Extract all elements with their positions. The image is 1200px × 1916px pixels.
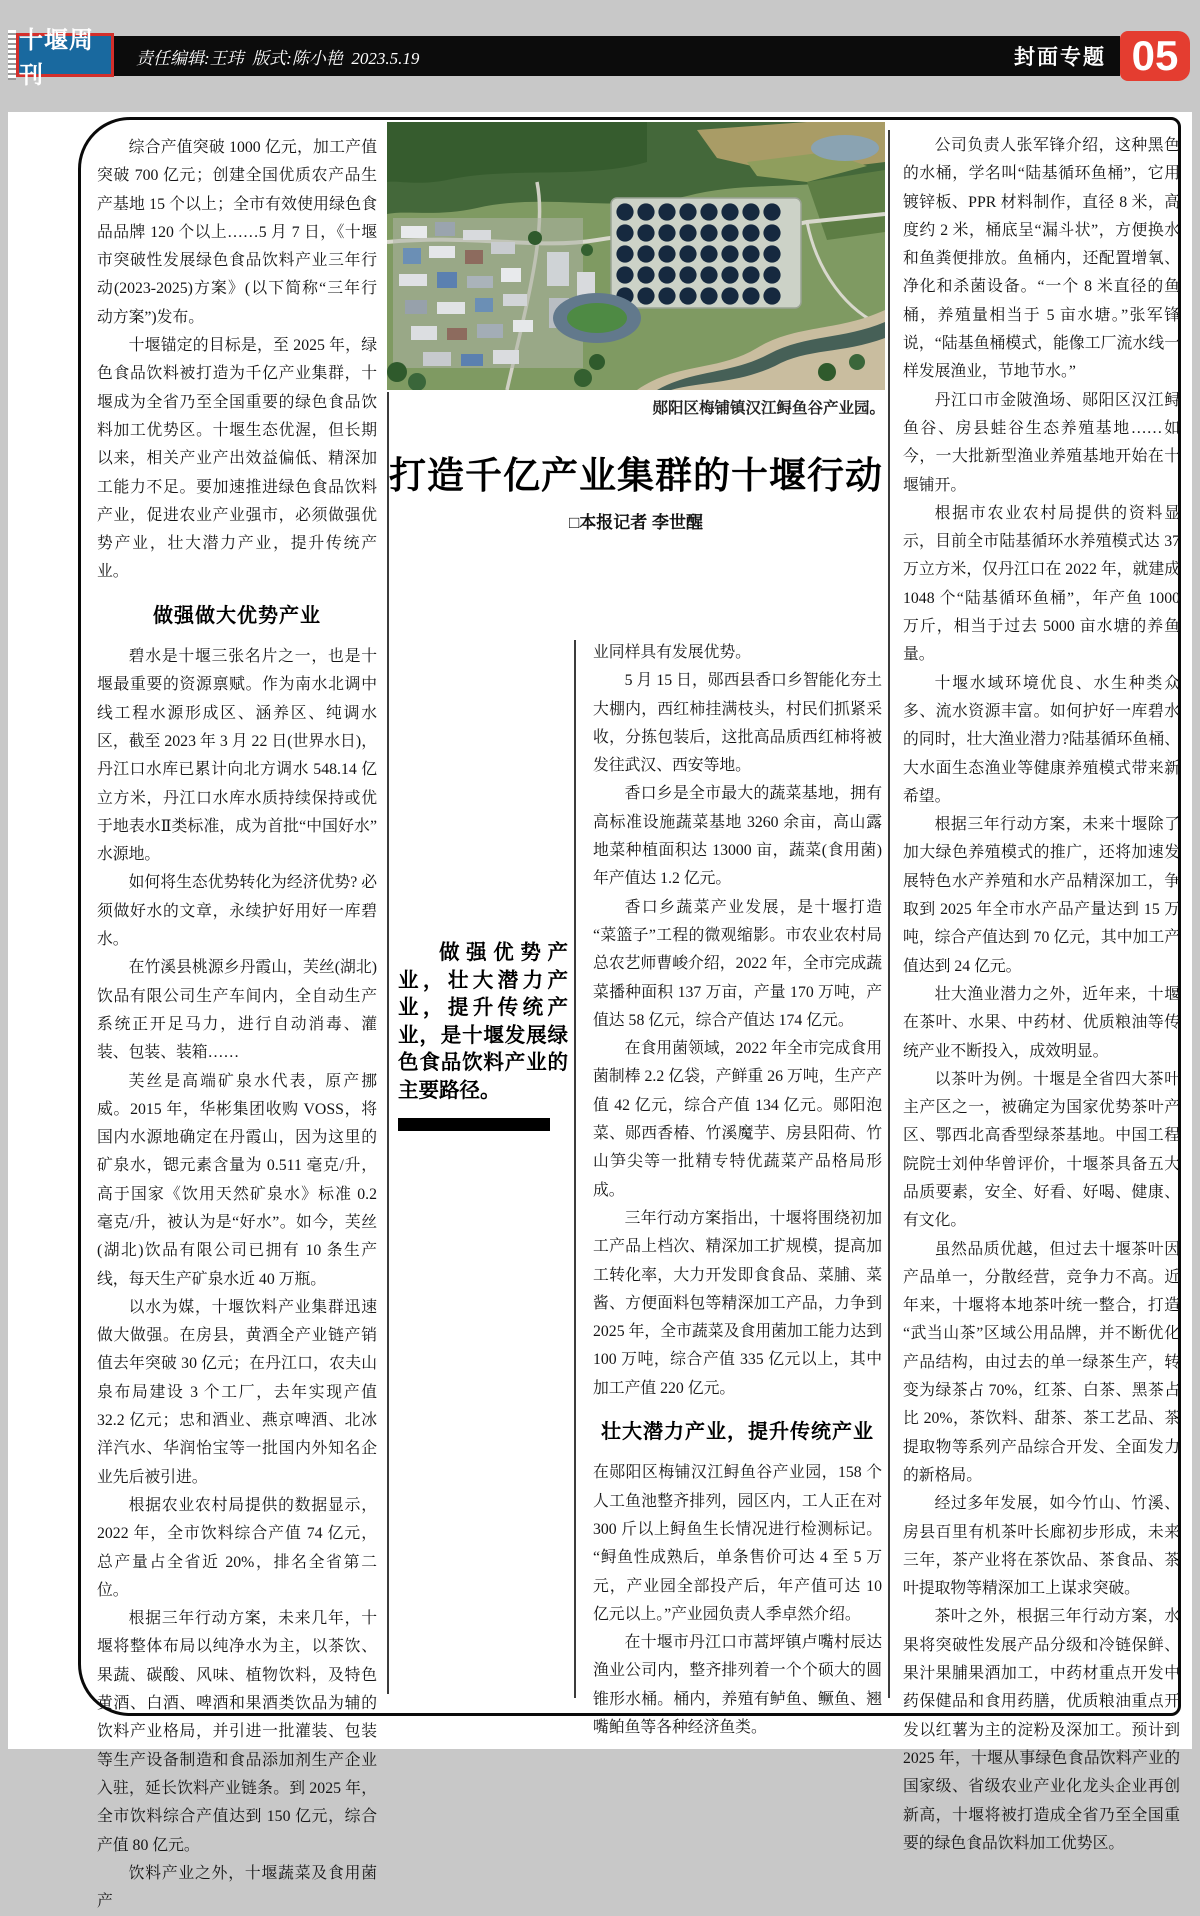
paragraph: 根据市农业农村局提供的资料显示，目前全市陆基循环水养殖模式达 37 万立方米，仅丹江口在 2022 年，就建成 1048 个“陆基循环鱼桶”，年产鱼 1000 万斤，相当于过去 5000 亩水塘的养鱼量。 (903, 504, 1180, 664)
paragraph: 综合产值突破 1000 亿元，加工产值突破 700 亿元；创建全国优质农产品生产基地 15 个以上；全市有效使用绿色食品品牌 120 个以上……5 月 7 日，《十堰市突破性发展绿色食品饮料产业三年行动(2023-2025)方案》(以下简称“三年行动方案”)发布。 (97, 139, 377, 326)
paragraph: 根据农业农村局提供的数据显示，2022 年，全市饮料综合产值 74 亿元，总产量占全省近 20%，排名全省第二位。 (97, 1496, 377, 1599)
newspaper-spine-strip (8, 30, 16, 80)
paragraph: 公司负责人张军锋介绍，这种黑色的水桶，学名叫“陆基循环鱼桶”，它用镀锌板、PPR 材料制作，直径 8 米，高度约 2 米，桶底呈“漏斗状”，方便换水和鱼粪便排放。鱼桶内，还配置增氧、净化和杀菌设备。“一个 8 米直径的鱼桶，养殖量相当于 5 亩水塘。”张军锋说，“陆基鱼桶模式，能像工厂流水线一样发展渔业，节地节水。” (903, 137, 1180, 381)
paragraph: 业同样具有发展优势。 (593, 644, 751, 661)
column-2 (593, 639, 882, 1742)
aerial-photo-graphic (387, 122, 885, 390)
paragraph: 如何将生态优势转化为经济优势? 必须做好水的文章，永续护好用好一库碧水。 (97, 874, 377, 949)
section-heading-2: 壮大潜力产业，提升传统产业 (601, 1421, 874, 1444)
paragraph: 虽然品质优越，但过去十堰茶叶因产品单一，分散经营，竞争力不高。近年来，十堰将本地茶叶统一整合，打造“武当山茶”区域公用品牌，并不断优化产品结构，由过去的单一绿茶生产，转变为绿茶占 70%，红茶、白茶、黑茶占比 20%，茶饮料、甜茶、茶工艺品、茶提取物等系列产品综合开发、全面发力的新格局。 (903, 1240, 1180, 1484)
paragraph: 香口乡蔬菜产业发展，是十堰打造“菜篮子”工程的微观缩影。市农业农村局总农艺师曹峻介绍，2022 年，全市完成蔬菜播种面积 137 万亩，产量 170 万吨，产值达 58 亿元，综合产值达 174 亿元。 (593, 898, 882, 1029)
column-rule-right (888, 130, 890, 1698)
header-bar (114, 36, 1120, 76)
column-1-intro (97, 134, 377, 587)
paragraph: 以茶叶为例。十堰是全省四大茶叶主产区之一，被确定为国家优势茶叶产区、鄂西北高香型绿茶基地。中国工程院院士刘仲华曾评价，十堰茶具备五大品质要素，安全、好看、好喝、健康、有文化。 (903, 1070, 1180, 1230)
paragraph: 三年行动方案指出，十堰将围绕初加工产品上档次、精深加工扩规模，提高加工转化率，大力开发即食食品、菜脯、菜酱、方便面料包等精深加工产品，力争到 2025 年，全市蔬菜及食用菌加工能力达到 100 万吨，综合产值 335 亿元以上，其中加工产值 220 亿元。 (593, 1209, 882, 1397)
section-heading-1: 做强做大优势产业 (153, 604, 321, 627)
paragraph: 碧水是十堰三张名片之一，也是十堰最重要的资源禀赋。作为南水北调中线工程水源形成区、涵养区、纯调水区，截至 2023 年 3 月 22 日(世界水日)，丹江口水库已累计向北方调水 548.14 亿立方米，丹江口水库水质持续保持或优于地表水Ⅱ类标准，成为首批“中国好水”水源地。 (97, 648, 377, 864)
paragraph: 根据三年行动方案，未来几年，十堰将整体布局以纯净水为主，以茶饮、果蔬、碳酸、风味、植物饮料，及特色黄酒、白酒、啤酒和果酒类饮品为辅的饮料产业格局，并引进一批灌装、包装等生产设备制造和食品添加剂生产企业入驻，延长饮料产业链条。到 2025 年，全市饮料综合产值达到 150 亿元，综合产值 80 亿元。 (97, 1610, 377, 1854)
paragraph: 茶叶之外，根据三年行动方案，水果将突破性发展产品分级和冷链保鲜、果汁果脯果酒加工，中药材重点开发中药保健品和食用药膳，优质粮油重点开发以红薯为主的淀粉及深加工。预计到 2025 年，十堰从事绿色食品饮料产业的国家级、省级农业产业化龙头企业再创新高，十堰将被打造成全省乃至全国重要的绿色食品饮料加工优势区。 (903, 1608, 1180, 1852)
column-3 (903, 132, 1180, 1858)
page-number-badge (1120, 31, 1190, 81)
column-rule-left (387, 392, 389, 1694)
column-2-body (593, 639, 882, 1403)
masthead-logo (16, 27, 114, 89)
column-1-body (97, 643, 377, 1916)
paragraph: 饮料产业之外，十堰蔬菜及食用菌产 (97, 1864, 377, 1911)
paragraph: 在食用菌领域，2022 年全市完成食用菌制棒 2.2 亿袋，产鲜重 26 万吨，生产产值 42 亿元，综合产值 134 亿元。郧阳泡菜、郧西香椿、竹溪魔芋、房县阳荷、竹山笋尖等一批精专特优蔬菜产品格局形成。 (593, 1040, 882, 1199)
content-frame (78, 117, 1181, 1911)
column-2-body-2 (593, 1459, 882, 1742)
pull-quote-bar (398, 1118, 550, 1131)
newspaper-sheet (8, 112, 1192, 1911)
paragraph: 5 月 15 日，郧西县香口乡智能化夯土大棚内，西红柿挂满枝头，村民们抓紧采收，分拣包装后，这批高品质西红柿将被发往武汉、西安等地。 (593, 672, 882, 775)
paragraph: 丹江口市金陂渔场、郧阳区汉江鲟鱼谷、房县蛙谷生态养殖基地……如今，一大批新型渔业养殖基地开始在十堰铺开。 (903, 391, 1180, 494)
paragraph: 在十堰市丹江口市蒿坪镇卢嘴村辰达渔业公司内，整齐排列着一个个硕大的圆锥形水桶。桶内，养殖有鲈鱼、鳜鱼、翘嘴鲌鱼等各种经济鱼类。 (593, 1634, 882, 1736)
paragraph: 在郧阳区梅铺汉江鲟鱼谷产业园，158 个人工鱼池整齐排列，园区内，工人正在对 300 斤以上鲟鱼生长情况进行检测标记。“鲟鱼性成熟后，单条售价可达 4 至 5 万元，产业园全部投产后，年产值可达 10 亿元以上。”产业园负责人季卓然介绍。 (593, 1464, 882, 1623)
masthead-title: 十堰周刊 (19, 27, 94, 89)
aerial-photo (387, 122, 885, 390)
article-headline: 打造千亿产业集群的十堰行动 (389, 455, 883, 496)
pull-quote: 做强优势产业，壮大潜力产业，提升传统产业，是十堰发展绿色食品饮料产业的主要路径。 (398, 942, 568, 1102)
paragraph: 经过多年发展，如今竹山、竹溪、房县百里有机茶叶长廊初步形成，未来三年，茶产业将在茶饮品、茶食品、茶叶提取物等精深加工上谋求突破。 (903, 1495, 1180, 1598)
article-byline: □本报记者 李世醒 (569, 513, 703, 532)
page-number: 05 (1131, 32, 1179, 79)
paragraph: 壮大渔业潜力之外，近年来，十堰在茶叶、水果、中药材、优质粮油等传统产业不断投入，成效明显。 (903, 985, 1180, 1060)
paragraph: 以水为媒，十堰饮料产业集群迅速做大做强。在房县，黄酒全产业链产销值去年突破 30 亿元；在丹江口，农夫山泉布局建设 3 个工厂，去年实现产值 32.2 亿元；忠和酒业、燕京啤酒、北冰洋汽水、华润怡宝等一批国内外知名企业先后被引进。 (97, 1298, 377, 1486)
column-3-body (903, 132, 1180, 1858)
photo-caption: 郧阳区梅铺镇汉江鲟鱼谷产业园。 (652, 400, 885, 417)
paragraph: 在竹溪县桃源乡丹霞山，芙丝(湖北)饮品有限公司生产车间内，全自动生产系统正开足马力，进行自动消毒、灌装、包装、装箱…… (97, 959, 377, 1062)
paragraph: 根据三年行动方案，未来十堰除了加大绿色养殖模式的推广，还将加速发展特色水产养殖和水产品精深加工，争取到 2025 年全市水产品产量达到 15 万吨，综合产值达到 70 亿元，其中加工产值达到 24 亿元。 (903, 816, 1180, 975)
paragraph: 芙丝是高端矿泉水代表，原产挪威。2015 年，华彬集团收购 VOSS，将国内水源地确定在丹霞山，因为这里的矿泉水，锶元素含量为 0.511 毫克/升，高于国家《饮用天然矿泉水》标准 0.2 毫克/升，被认为是“好水”。如今，芙丝(湖北)饮品有限公司已拥有 10 条生产线，每天生产矿泉水近 40 万瓶。 (97, 1072, 377, 1288)
paragraph: 十堰锚定的目标是，至 2025 年，绿色食品饮料被打造为千亿产业集群，十堰成为全省乃至全国重要的绿色食品饮料加工优势区。十堰生态优渥，但长期以来，相关产业产出效益偏低、精深加工能力不足。要加速推进绿色食品饮料产业，促进农业产业强市，必须做强优势产业，壮大潜力产业，提升传统产业。 (97, 337, 377, 581)
column-rule-quote (574, 640, 576, 1698)
section-label: 封面专题 (1014, 46, 1106, 69)
paragraph: 十堰水域环境优良、水生种类众多、流水资源丰富。如何护好一库碧水的同时，壮大渔业潜力?陆基循环鱼桶、大水面生态渔业等健康养殖模式带来新希望。 (903, 674, 1180, 805)
column-1 (97, 134, 377, 1916)
pull-quote-box (398, 940, 568, 1131)
paragraph: 香口乡是全市最大的蔬菜基地，拥有高标准设施蔬菜基地 3260 余亩，高山露地菜种植面积达 13000 亩，蔬菜(食用菌)年产值达 1.2 亿元。 (593, 785, 882, 888)
editor-line: 责任编辑:王玮 版式:陈小艳 2023.5.19 (136, 48, 420, 68)
